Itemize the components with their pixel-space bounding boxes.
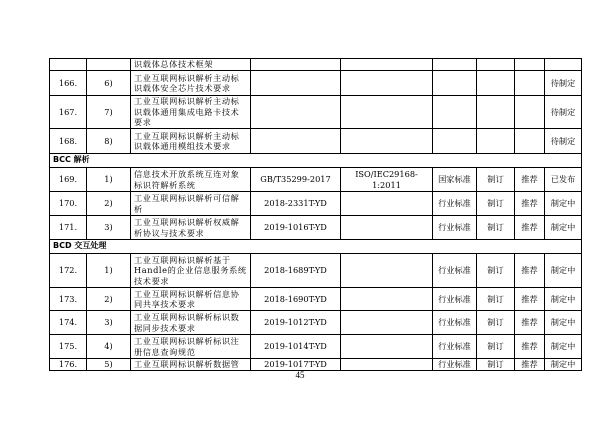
- revision-type: 制订: [477, 168, 515, 192]
- revision-type: 制订: [477, 288, 515, 311]
- standard-name: 工业互联网标识解析数据管: [131, 359, 251, 371]
- table-row: [50, 168, 582, 192]
- standard-name: 工业互联网标识解析基于Handle的企业信息服务系统技术要求: [131, 254, 251, 288]
- international-standard: [341, 192, 433, 216]
- international-standard: [341, 335, 433, 359]
- standard-level: 行业标准: [433, 288, 477, 311]
- recommendation-status: 推荐: [515, 359, 545, 371]
- sub-number: 3): [87, 311, 131, 335]
- international-standard: [341, 311, 433, 335]
- standard-name: 工业互联网标识解析可信解析: [131, 192, 251, 216]
- standard-name: 信息技术开放系统互连对象标识符解析系统: [131, 168, 251, 192]
- sub-number: 6): [87, 71, 131, 96]
- revision-type: 制订: [477, 335, 515, 359]
- recommendation-status: [515, 96, 545, 129]
- international-standard: [341, 129, 433, 154]
- standard-name: 识载体总体技术框架: [131, 59, 251, 71]
- recommendation-status: 推荐: [515, 335, 545, 359]
- revision-type: 制订: [477, 254, 515, 288]
- revision-type: 制订: [477, 216, 515, 240]
- row-number: 168.: [50, 129, 87, 154]
- standard-name: 工业互联网标识解析标识数据同步技术要求: [131, 311, 251, 335]
- standard-name: 工业互联网标识解析信息协同共享技术要求: [131, 288, 251, 311]
- standard-code: 2018-1689T-YD: [251, 254, 341, 288]
- standard-code: 2019-1017T-YD: [251, 359, 341, 371]
- standard-name: 工业互联网标识解析主动标识载体安全芯片技术要求: [131, 71, 251, 96]
- revision-type: [477, 71, 515, 96]
- table-row: [50, 254, 582, 288]
- international-standard: [341, 359, 433, 371]
- table-row: [50, 288, 582, 311]
- international-standard: [341, 59, 433, 71]
- standard-code: 2019-1012T-YD: [251, 311, 341, 335]
- standards-table: [49, 58, 582, 371]
- progress-stage: 制定中: [545, 192, 582, 216]
- revision-type: 制订: [477, 359, 515, 371]
- row-number: 171.: [50, 216, 87, 240]
- standard-level: 行业标准: [433, 254, 477, 288]
- table-row: [50, 311, 582, 335]
- row-number: 174.: [50, 311, 87, 335]
- standard-code: 2018-1690T-YD: [251, 288, 341, 311]
- standard-level: 行业标准: [433, 359, 477, 371]
- table-row: [50, 192, 582, 216]
- row-number: 166.: [50, 71, 87, 96]
- row-number: 173.: [50, 288, 87, 311]
- progress-stage: 制定中: [545, 216, 582, 240]
- standard-code: [251, 129, 341, 154]
- row-number: [50, 59, 87, 71]
- standard-level: [433, 59, 477, 71]
- standard-name: 工业互联网标识解析标识注册信息查询规范: [131, 335, 251, 359]
- standard-code: 2019-1016T-YD: [251, 216, 341, 240]
- progress-stage: 制定中: [545, 335, 582, 359]
- recommendation-status: 推荐: [515, 311, 545, 335]
- sub-number: 8): [87, 129, 131, 154]
- table-row: [50, 129, 582, 154]
- standard-level: 行业标准: [433, 335, 477, 359]
- standard-level: 行业标准: [433, 216, 477, 240]
- international-standard: [341, 288, 433, 311]
- international-standard: [341, 216, 433, 240]
- progress-stage: [545, 59, 582, 71]
- row-number: 169.: [50, 168, 87, 192]
- row-number: 175.: [50, 335, 87, 359]
- standard-level: [433, 129, 477, 154]
- section-title: BCD 交互处理: [50, 240, 582, 254]
- sub-number: 3): [87, 216, 131, 240]
- standard-code: [251, 59, 341, 71]
- standard-name: 工业互联网标识解析主动标识载体通用模组技术要求: [131, 129, 251, 154]
- recommendation-status: 推荐: [515, 168, 545, 192]
- progress-stage: 待制定: [545, 96, 582, 129]
- sub-number: 2): [87, 288, 131, 311]
- progress-stage: 制定中: [545, 288, 582, 311]
- section-header-row: [50, 154, 582, 168]
- standard-name: 工业互联网标识解析主动标识载体通用集成电路卡技术要求: [131, 96, 251, 129]
- sub-number: 4): [87, 335, 131, 359]
- international-standard: ISO/IEC29168-1:2011: [341, 168, 433, 192]
- recommendation-status: [515, 59, 545, 71]
- table-row: [50, 96, 582, 129]
- revision-type: 制订: [477, 192, 515, 216]
- recommendation-status: 推荐: [515, 216, 545, 240]
- international-standard: [341, 254, 433, 288]
- table-row: [50, 335, 582, 359]
- revision-type: [477, 96, 515, 129]
- progress-stage: 待制定: [545, 129, 582, 154]
- recommendation-status: 推荐: [515, 288, 545, 311]
- standard-code: 2018-2331T-YD: [251, 192, 341, 216]
- revision-type: [477, 129, 515, 154]
- standard-code: 2019-1014T-YD: [251, 335, 341, 359]
- standard-code: [251, 71, 341, 96]
- row-number: 170.: [50, 192, 87, 216]
- standard-level: [433, 96, 477, 129]
- progress-stage: 制定中: [545, 311, 582, 335]
- sub-number: 2): [87, 192, 131, 216]
- standard-level: [433, 71, 477, 96]
- sub-number: 1): [87, 168, 131, 192]
- row-number: 172.: [50, 254, 87, 288]
- recommendation-status: 推荐: [515, 192, 545, 216]
- progress-stage: 制定中: [545, 254, 582, 288]
- table-row: [50, 59, 582, 71]
- table-row: [50, 216, 582, 240]
- revision-type: [477, 59, 515, 71]
- revision-type: 制订: [477, 311, 515, 335]
- international-standard: [341, 96, 433, 129]
- standard-code: GB/T35299-2017: [251, 168, 341, 192]
- sub-number: [87, 59, 131, 71]
- table-row: [50, 71, 582, 96]
- table-row: [50, 359, 582, 371]
- section-header-row: [50, 240, 582, 254]
- sub-number: 1): [87, 254, 131, 288]
- recommendation-status: [515, 71, 545, 96]
- sub-number: 7): [87, 96, 131, 129]
- recommendation-status: [515, 129, 545, 154]
- international-standard: [341, 71, 433, 96]
- row-number: 167.: [50, 96, 87, 129]
- progress-stage: 制定中: [545, 359, 582, 371]
- standard-level: 行业标准: [433, 192, 477, 216]
- standard-level: 行业标准: [433, 311, 477, 335]
- section-title: BCC 解析: [50, 154, 582, 168]
- progress-stage: 已发布: [545, 168, 582, 192]
- standard-level: 国家标准: [433, 168, 477, 192]
- row-number: 176.: [50, 359, 87, 371]
- page-number: 45: [295, 370, 305, 380]
- progress-stage: 待制定: [545, 71, 582, 96]
- standard-code: [251, 96, 341, 129]
- sub-number: 5): [87, 359, 131, 371]
- standard-name: 工业互联网标识解析权威解析协议与技术要求: [131, 216, 251, 240]
- recommendation-status: 推荐: [515, 254, 545, 288]
